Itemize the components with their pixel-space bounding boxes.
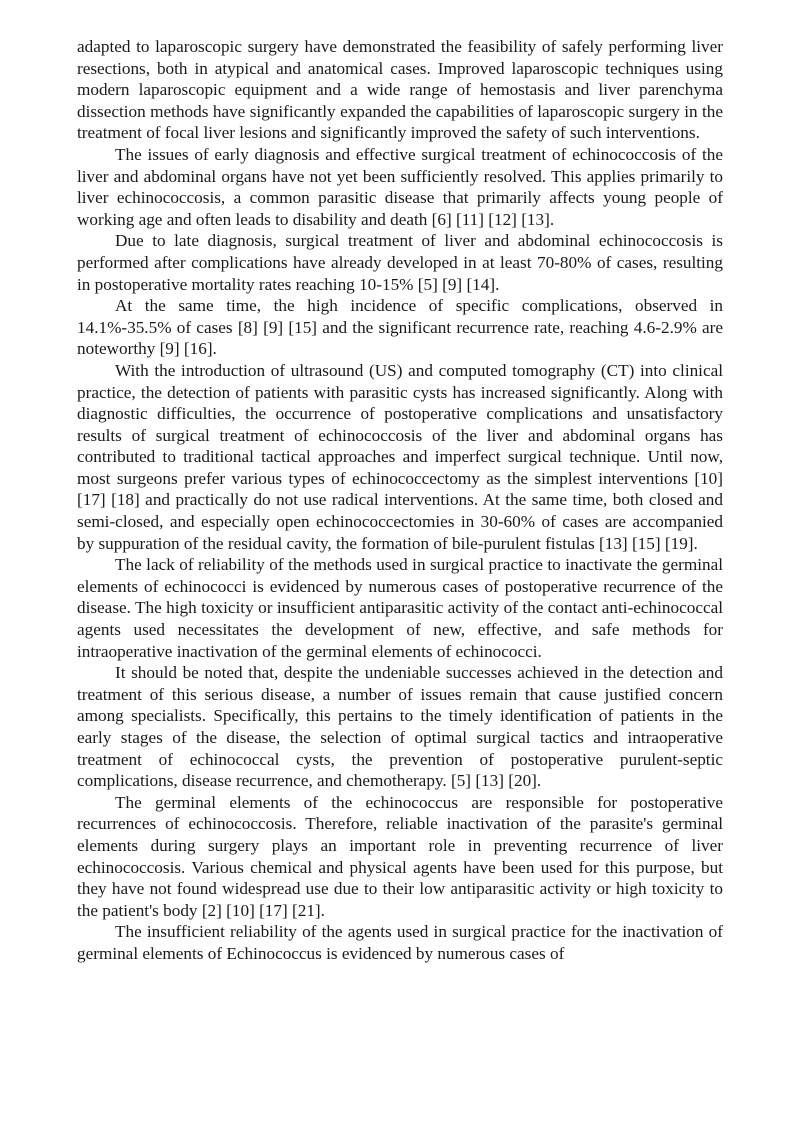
paragraph-early-diagnosis: The issues of early diagnosis and effective surgical treatment of echinococcosis of the liver and abdominal organs have not yet been sufficiently resolved. This applies primarily to liver echinococcosis, a common parasitic disease that primarily affects young people of working age and often leads to disability and death [6] [11] [12] [13]. — [77, 144, 723, 229]
paragraph-complications-rate: At the same time, the high incidence of specific complications, observed in 14.1%-35.5% of cases [8] [9] [15] and the significant recurrence rate, reaching 4.6-2.9% are noteworthy [9] [16]. — [77, 296, 723, 359]
paragraph-unresolved-issues: It should be noted that, despite the undeniable successes achieved in the detection and treatment of this serious disease, a number of issues remain that cause justified concern among specialists. Specifically, this pertains to the timely identification of patients in the early stages of the disease, the selection of optimal surgical tactics and intraoperative treatment of echinococcal cysts, the prevention of postoperative purulent-septic complications, disease recurrence, and chemotherapy. [5] [13] [20]. — [77, 663, 723, 791]
paragraph-germinal-elements: The germinal elements of the echinococcus are responsible for postoperative recurrences of echinococcosis. Therefore, reliable inactivation of the parasite's germinal elements during surgery plays an important role in preventing recurrence of liver echinococcosis. Various chemical and physical agents have been used for this purpose, but they have not found widespread use due to their low antiparasitic activity or high toxicity to the patient's body [2] [10] [17] [21]. — [77, 792, 723, 920]
paragraph-ultrasound-ct: With the introduction of ultrasound (US) and computed tomography (CT) into clinical practice, the detection of patients with parasitic cysts has increased significantly. Along with diagnostic difficulties, the occurrence of postoperative complications and unsatisfactory results of surgical treatment of echinococcosis of the liver and abdominal organs has contributed to traditional tactical approaches and imperfect surgical technique. Until now, most surgeons prefer various types of echinococcectomy as the simplest interventions [10] [17] [18] and practically do not use radical interventions. At the same time, both closed and semi-closed, and especially open echinococcectomies in 30-60% of cases are accompanied by suppuration of the residual cavity, the formation of bile-purulent fistulas [13] [15] [19]. — [77, 360, 723, 553]
paragraph-late-diagnosis: Due to late diagnosis, surgical treatment of liver and abdominal echinococcosis is performed after complications have already developed in at least 70-80% of cases, resulting in postoperative mortality rates reaching 10-15% [5] [9] [14]. — [77, 231, 723, 294]
paragraph-insufficient-reliability: The insufficient reliability of the agents used in surgical practice for the inactivation of germinal elements of Echinococcus is evidenced by numerous cases of — [77, 922, 723, 963]
paragraph-reliability-methods: The lack of reliability of the methods used in surgical practice to inactivate the germinal elements of echinococci is evidenced by numerous cases of postoperative recurrence of the disease. The high toxicity or insufficient antiparasitic activity of the contact anti-echinococcal agents used necessitates the development of new, effective, and safe methods for intraoperative inactivation of the germinal elements of echinococci. — [77, 555, 723, 661]
document-page — [77, 36, 723, 965]
paragraph-laparoscopic-resections: adapted to laparoscopic surgery have demonstrated the feasibility of safely performing liver resections, both in atypical and anatomical cases. Improved laparoscopic techniques using modern laparoscopic equipment and a wide range of hemostasis and liver parenchyma dissection methods have significantly expanded the capabilities of laparoscopic surgery in the treatment of focal liver lesions and significantly improved the safety of such interventions. — [77, 37, 723, 143]
